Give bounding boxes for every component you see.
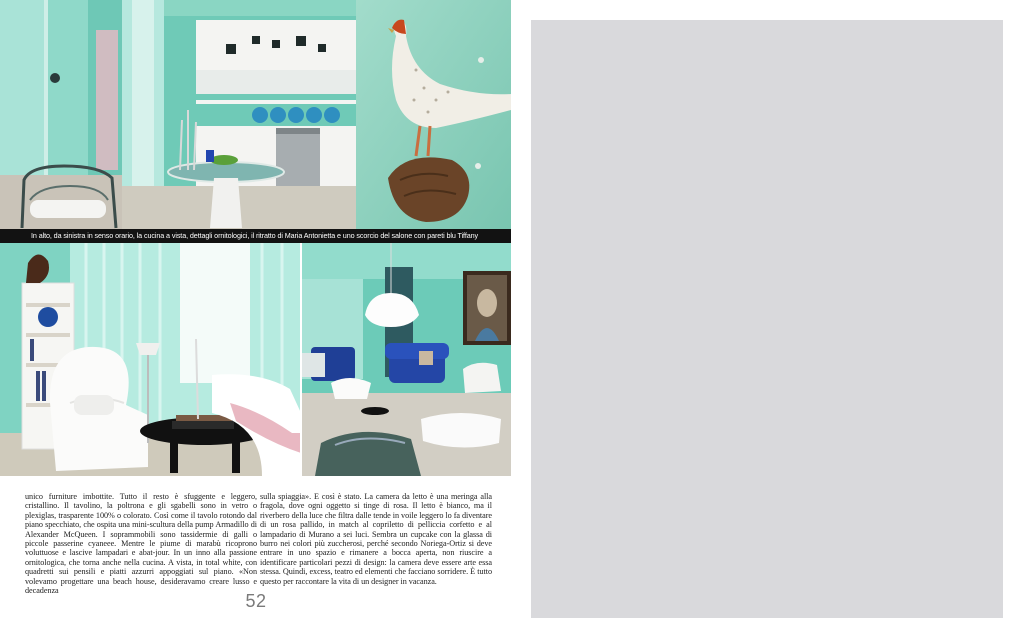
photo-living-room-sofa — [301, 243, 511, 476]
photo-living-room-armchair — [0, 243, 301, 476]
page-number: 52 — [245, 591, 267, 611]
pheasant-illustration — [356, 0, 511, 229]
photo-pheasant — [356, 0, 511, 229]
photo-divider — [300, 243, 302, 476]
body-text-column-right: sulla spiaggia». E così è stato. La camera da letto è una meringa alla fragola, dove ogni oggetto si tinge di rosa. Il letto è bianco, ma il riverbero della luce che filtra dalle tende in voile leggero lo fa diventare di un rosa pallido, in match al copriletto di pelliccia corfetto e al lampadario di Murano a sei luci. Sembra un cupcake con la glassa di burro nei colori più zuccherosi, perché secondo Noriega-Ortiz si deve entrare in uno spazio e rimanere a bocca aperta, non riuscire a identificare particolari pezzi di design: la camera deve essere arte essa stessa. Quindi, excess, teatro ed elementi che facciano sorridere. È tutto questo per raccontare la vita di un designer in vacanza. — [260, 492, 492, 586]
blank-facing-page — [531, 20, 1003, 618]
photo-chair-corner — [0, 0, 122, 229]
photo-kitchen — [122, 0, 356, 229]
kitchen-illustration — [122, 0, 356, 229]
body-text-column-left: unico furniture imbottite. Tutto il resto è sfuggente e leggero, cristallino. Il tavolino, la poltrona e gli sgabelli sono in vetro o plexiglas, trasparente 100% o colorato. Così come il tavolo rotondo dal piano specchiato, che ospita una mini-scultura della pump Armadillo di Alexander McQueen. I soprammobili sono tassidermie di galli o piccole passerine cyaneee. Mentre le piume di marabù ricoprono voluttuose e lascive lampadari e abat-jour. In un inno alla passione ornitologica, che torna anche nella cucina. A vista, in total white, con quadretti sui pensili e piatti azzurri appoggiati sul piano. «Non volevamo progettare una beach house, desideravamo creare lusso e decadenza — [25, 492, 257, 596]
chair-corner-illustration — [0, 0, 122, 229]
photo-caption: In alto, da sinistra in senso orario, la cucina a vista, dettagli ornitologici, il ritratto di Maria Antonietta e uno scorcio del salone con pareti blu Tiffany — [0, 229, 511, 243]
living-room-sofa-illustration — [301, 243, 511, 476]
living-room-armchair-illustration — [0, 243, 301, 476]
